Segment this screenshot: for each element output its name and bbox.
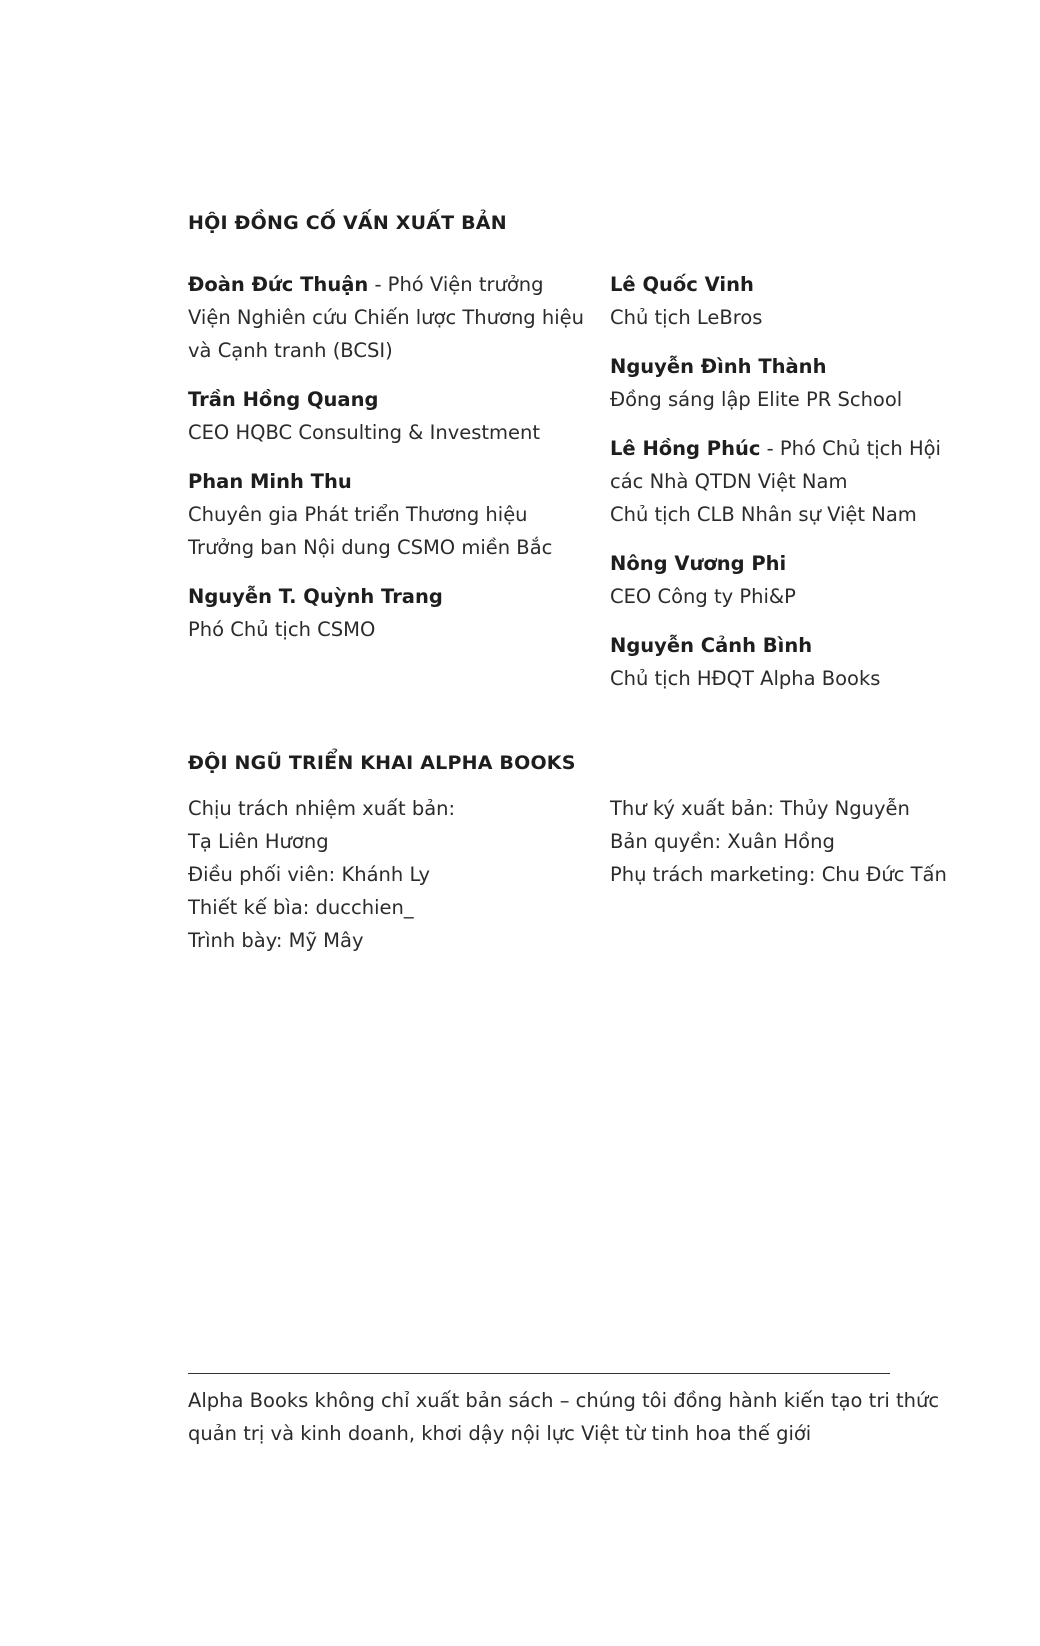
- advisor-title-line: và Cạnh tranh (BCSI): [188, 339, 393, 362]
- team-heading: ĐỘI NGŨ TRIỂN KHAI ALPHA BOOKS: [188, 752, 576, 774]
- team-right-column: [610, 792, 1030, 891]
- advisor-title-line: Chủ tịch HĐQT Alpha Books: [610, 667, 881, 690]
- advisor-entry: [188, 580, 608, 646]
- footer-line: Alpha Books không chỉ xuất bản sách – chúng tôi đồng hành kiến tạo tri thức: [188, 1389, 940, 1412]
- team-line: Thiết kế bìa: ducchien_: [188, 896, 414, 919]
- advisory-left-column: [188, 268, 608, 662]
- team-line: Phụ trách marketing: Chu Đức Tấn: [610, 863, 947, 886]
- footer-divider: [188, 1373, 890, 1374]
- advisor-title-line: CEO Công ty Phi&P: [610, 585, 796, 608]
- advisor-title-line: Phó Chủ tịch CSMO: [188, 618, 376, 641]
- advisor-title-line: Chủ tịch CLB Nhân sự Việt Nam: [610, 503, 917, 526]
- team-line: Bản quyền: Xuân Hồng: [610, 830, 835, 853]
- team-line: Điều phối viên: Khánh Ly: [188, 863, 431, 886]
- advisor-name: Lê Hồng Phúc: [610, 437, 761, 460]
- advisor-entry: [188, 268, 608, 367]
- advisory-board-heading: HỘI ĐỒNG CỐ VẤN XUẤT BẢN: [188, 212, 507, 234]
- advisor-name: Lê Quốc Vinh: [610, 273, 754, 296]
- advisory-right-column: [610, 268, 1030, 711]
- footer-line: quản trị và kinh doanh, khơi dậy nội lực Việt từ tinh hoa thế giới: [188, 1422, 812, 1445]
- advisor-title-inline: - Phó Viện trưởng: [368, 273, 544, 296]
- advisor-entry: [610, 432, 1030, 531]
- advisor-entry: [610, 268, 1030, 334]
- advisor-title-line: Trưởng ban Nội dung CSMO miền Bắc: [188, 536, 553, 559]
- advisor-title-line: Chủ tịch LeBros: [610, 306, 763, 329]
- advisor-entry: [188, 383, 608, 449]
- team-line: Trình bày: Mỹ Mây: [188, 929, 364, 952]
- advisor-title-line: CEO HQBC Consulting & Investment: [188, 421, 541, 444]
- team-line: Chịu trách nhiệm xuất bản:: [188, 797, 456, 820]
- advisor-title-line: Viện Nghiên cứu Chiến lược Thương hiệu: [188, 306, 585, 329]
- advisor-name: Phan Minh Thu: [188, 470, 352, 493]
- advisor-title-line: Đồng sáng lập Elite PR School: [610, 388, 903, 411]
- advisor-name: Nông Vương Phi: [610, 552, 787, 575]
- team-left-column: [188, 792, 608, 957]
- team-line: Tạ Liên Hương: [188, 830, 329, 853]
- team-line: Thư ký xuất bản: Thủy Nguyễn: [610, 797, 910, 820]
- advisor-entry: [610, 547, 1030, 613]
- advisor-name: Nguyễn T. Quỳnh Trang: [188, 585, 443, 608]
- advisor-name: Đoàn Đức Thuận: [188, 273, 369, 296]
- advisor-entry: [610, 350, 1030, 416]
- advisor-title-line: các Nhà QTDN Việt Nam: [610, 470, 848, 493]
- advisor-name: Nguyễn Cảnh Bình: [610, 634, 813, 657]
- footer-tagline: [188, 1384, 940, 1450]
- advisor-entry: [188, 465, 608, 564]
- advisor-title-inline: - Phó Chủ tịch Hội: [760, 437, 941, 460]
- advisor-title-line: Chuyên gia Phát triển Thương hiệu: [188, 503, 528, 526]
- advisor-name: Nguyễn Đình Thành: [610, 355, 827, 378]
- advisor-name: Trần Hồng Quang: [188, 388, 379, 411]
- advisor-entry: [610, 629, 1030, 695]
